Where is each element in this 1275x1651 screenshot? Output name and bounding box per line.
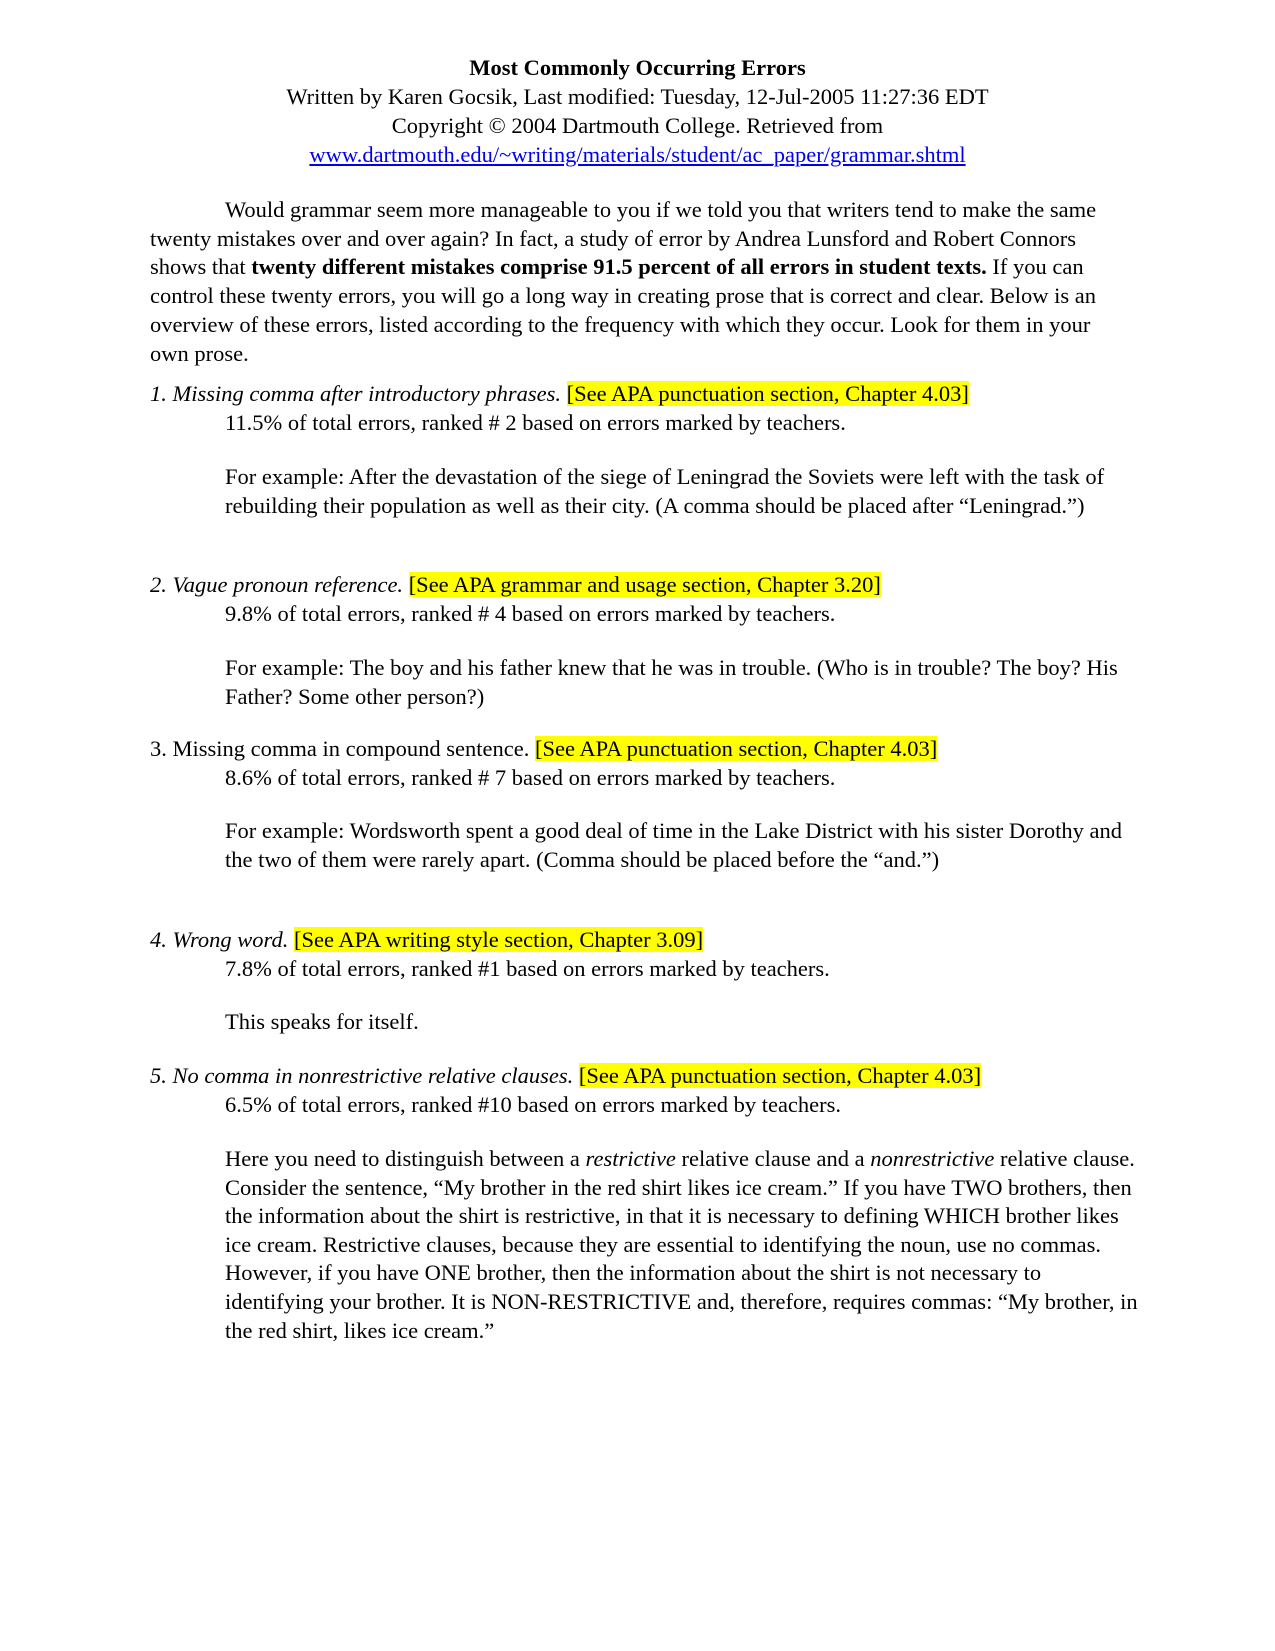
byline: Written by Karen Gocsik, Last modified: Tuesday, 12-Jul-2005 11:27:36 EDT bbox=[286, 84, 989, 109]
error-stat-5: 6.5% of total errors, ranked #10 based on errors marked by teachers. bbox=[225, 1091, 842, 1117]
error-heading-3: 3. Missing comma in compound sentence. bbox=[150, 736, 530, 761]
error-example-3: For example: Wordsworth spent a good deal of time in the Lake District with his sister Dorothy and the two of them were rarely apart. (Comma should be placed before the “and.”) bbox=[225, 818, 1122, 872]
error-example-2: For example: The boy and his father knew that he was in trouble. (Who is in trouble? The boy? His Father? Some other person?) bbox=[225, 655, 1118, 709]
intro-text-2: If you can control these twenty errors, you will go a long way in creating prose that is correct and clear. Below is an overview of these errors, listed according to the frequency with which they occur. Look for them in your own prose. bbox=[150, 254, 1096, 366]
intro-bold-text: twenty different mistakes comprise 91.5 percent of all errors in student texts. bbox=[251, 254, 987, 280]
error-item-3 bbox=[150, 735, 1150, 792]
error-reference-4: [See APA writing style section, Chapter 3.09] bbox=[293, 927, 704, 952]
error-example-4: This speaks for itself. bbox=[225, 1009, 419, 1034]
error-item-1 bbox=[150, 380, 1150, 437]
example-5-italic-1: restrictive bbox=[585, 1146, 676, 1171]
document-header bbox=[0, 53, 1275, 169]
example-5-italic-2: nonrestrictive bbox=[870, 1146, 995, 1171]
error-heading-4: 4. Wrong word. bbox=[150, 927, 289, 952]
example-5-text-3: relative clause. Consider the sentence, “My brother in the red shirt likes ice cream.” If you have TWO brothers, then the information about the shirt is restrictive, in that it is necessary to defining WHICH brother likes ice cream. Restrictive clauses, because they are essential to identifying the noun, use no commas. However, if you have ONE brother, then the information about the shirt is not necessary to identifying your brother. It is NON-RESTRICTIVE and, therefore, requires commas: “My brother, in the red shirt, likes ice cream.” bbox=[225, 1146, 1138, 1343]
error-reference-2: [See APA grammar and usage section, Chapter 3.20] bbox=[408, 572, 881, 597]
error-reference-3: [See APA punctuation section, Chapter 4.03] bbox=[534, 736, 938, 761]
error-stat-4: 7.8% of total errors, ranked #1 based on errors marked by teachers. bbox=[225, 955, 830, 981]
document-title: Most Commonly Occurring Errors bbox=[469, 55, 806, 80]
error-stat-2: 9.8% of total errors, ranked # 4 based on errors marked by teachers. bbox=[225, 600, 836, 626]
error-stat-1: 11.5% of total errors, ranked # 2 based on errors marked by teachers. bbox=[225, 409, 846, 435]
error-heading-5: 5. No comma in nonrestrictive relative clauses. bbox=[150, 1063, 574, 1088]
intro-paragraph bbox=[150, 196, 1130, 368]
error-heading-1: 1. Missing comma after introductory phrases. bbox=[150, 381, 562, 406]
copyright-line: Copyright © 2004 Dartmouth College. Retrieved from bbox=[391, 113, 884, 138]
error-heading-2: 2. Vague pronoun reference. bbox=[150, 572, 404, 597]
intro-text-1: Would grammar seem more manageable to you if we told you that writers tend to make the same twenty mistakes over and over again? In fact, a study of error by Andrea Lunsford and Robert Connors shows that bbox=[150, 197, 1097, 280]
error-example-1: For example: After the devastation of the siege of Leningrad the Soviets were left with the task of rebuilding their population as well as their city. (A comma should be placed after “Leningrad.”) bbox=[225, 464, 1105, 518]
error-item-5 bbox=[150, 1062, 1150, 1119]
error-item-4 bbox=[150, 926, 1150, 983]
error-item-2 bbox=[150, 571, 1150, 628]
error-stat-3: 8.6% of total errors, ranked # 7 based on errors marked by teachers. bbox=[225, 764, 836, 790]
example-5-text-1: Here you need to distinguish between a bbox=[225, 1146, 586, 1171]
error-reference-1: [See APA punctuation section, Chapter 4.03] bbox=[566, 381, 969, 406]
error-example-5 bbox=[225, 1145, 1140, 1345]
source-link[interactable]: www.dartmouth.edu/~writing/materials/student/ac_paper/grammar.shtml bbox=[309, 142, 966, 167]
error-reference-5: [See APA punctuation section, Chapter 4.03] bbox=[578, 1063, 982, 1088]
example-5-text-2: relative clause and a bbox=[675, 1146, 871, 1171]
